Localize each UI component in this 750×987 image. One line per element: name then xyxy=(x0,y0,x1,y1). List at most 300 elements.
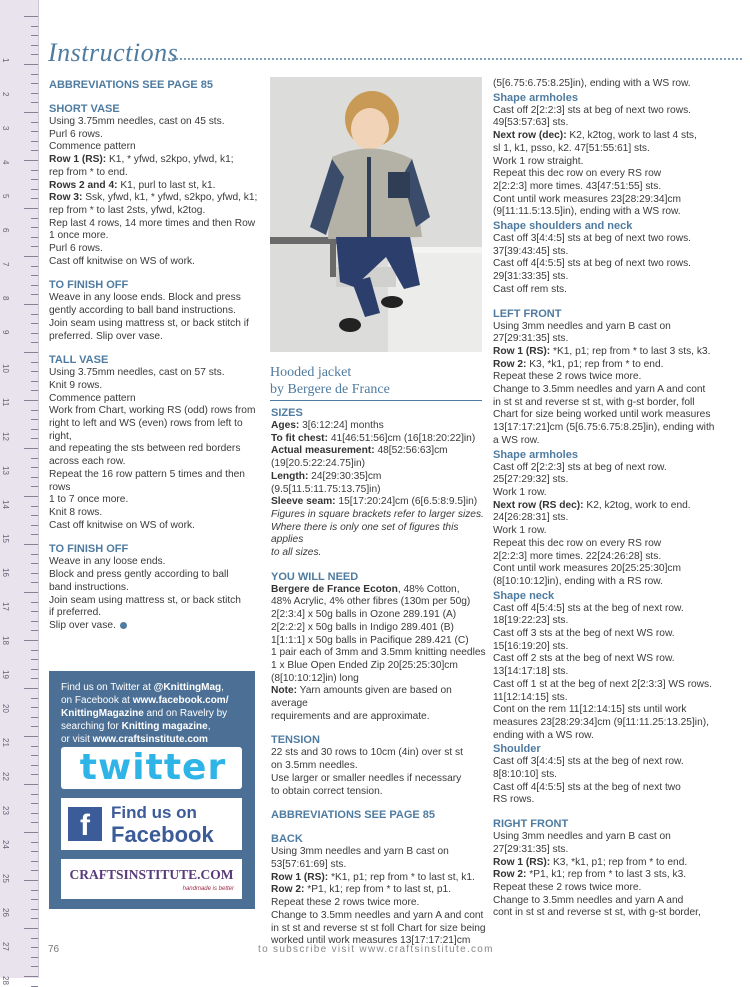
material-line: 48% Acrylic, 4% other fibres (130m per 50g) xyxy=(271,596,471,608)
ruler-tick xyxy=(31,515,38,516)
instruction-line: Row 2: *P1, k1; rep from * to last st, p1. xyxy=(271,884,452,896)
instruction-line-label: Row 2: xyxy=(271,884,305,896)
instruction-line: (5[6.75:6.75:8.25]in), ending with a WS row. xyxy=(493,78,691,89)
ruler-tick xyxy=(31,218,38,219)
sizes-list xyxy=(271,420,486,509)
subsection-heading: Shape neck xyxy=(493,589,555,602)
size-note-line: to all sizes. xyxy=(271,547,322,559)
instruction-line: Cast off knitwise on WS of work. xyxy=(49,255,195,267)
ruler-tick xyxy=(24,448,38,449)
instruction-line: 25[27:29:32] sts. xyxy=(493,474,569,486)
ruler-tick xyxy=(31,35,38,36)
website-link[interactable]: www.craftsinstitute.com xyxy=(92,734,208,745)
facebook-icon: f xyxy=(68,807,102,841)
ruler-tick xyxy=(31,419,38,420)
material-line: 2[2:2:2] x 50g balls in Indigo 289.401 (B) xyxy=(271,621,454,633)
instruction-line: Cast off 3[4:4:5] sts at the beg of next row. xyxy=(493,756,684,768)
ruler-tick xyxy=(31,333,38,334)
instruction-line: preferred. Slip over vase. xyxy=(49,330,163,342)
ruler-tick xyxy=(31,179,38,180)
instruction-line: in st st and reverse st st, with g-st border, foll xyxy=(493,396,695,408)
sizes-heading: SIZES xyxy=(271,407,303,419)
instruction-line: Using 3mm needles and yarn B cast on xyxy=(493,320,671,332)
instruction-line: Cast off rem sts. xyxy=(493,283,567,295)
instruction-line: rep from * to end. xyxy=(49,166,128,178)
ruler-number: 25 xyxy=(1,874,10,883)
ravelry-search-term: Knitting magazine xyxy=(121,721,208,732)
ruler-tick xyxy=(24,784,38,785)
ruler-tick xyxy=(24,160,38,161)
subsection-heading: Shape armholes xyxy=(493,91,578,104)
ruler-tick xyxy=(31,323,38,324)
instruction-line: across each row. xyxy=(49,456,126,468)
material-line-label: Note: xyxy=(271,685,298,697)
tension-line: 22 sts and 30 rows to 10cm (4in) over st st xyxy=(271,747,463,759)
instruction-line: sl 1, k1, psso, k2. 47[51:55:61] sts. xyxy=(493,142,650,154)
ruler-number: 20 xyxy=(1,704,10,713)
instruction-line: Knit 8 rows. xyxy=(49,506,103,518)
ruler-tick xyxy=(24,592,38,593)
page-number: 76 xyxy=(48,944,60,955)
instruction-line: right to left and WS (even) rows from left to right, xyxy=(49,418,243,442)
instruction-line: Cast off 4[4:5:5] sts at the beg of next two xyxy=(493,781,681,793)
ruler-tick xyxy=(31,266,38,267)
ruler-tick xyxy=(31,899,38,900)
ruler-tick xyxy=(31,429,38,430)
ruler-tick xyxy=(31,813,38,814)
material-line: (8[10:10:12]in) long xyxy=(271,672,359,684)
ruler-number: 3 xyxy=(1,126,10,131)
instruction-line: Next row (RS dec): K2, k2tog, work to end. xyxy=(493,499,691,511)
size-line: (19[20.5:22:24.75]in) xyxy=(271,458,366,470)
instruction-line: 29[31:33:35] sts. xyxy=(493,271,569,283)
instruction-line: Row 3: Ssk, yfwd, k1, * yfwd, s2kpo, yfwd, k1; xyxy=(49,192,258,204)
instruction-line: Repeat these 2 rows twice more. xyxy=(493,371,642,383)
ruler-tick xyxy=(31,458,38,459)
material-line: 1 pair each of 3mm and 3.5mm knitting needles xyxy=(271,647,486,659)
instruction-line: 8[8:10:10] sts. xyxy=(493,769,557,781)
child-in-jacket-photo xyxy=(270,77,482,352)
instruction-line: Using 3.75mm needles, cast on 57 sts. xyxy=(49,367,225,379)
finish-off-instructions xyxy=(49,292,264,343)
finish-off-heading: TO FINISH OFF xyxy=(49,279,129,292)
back-heading: BACK xyxy=(271,833,303,846)
subsection-heading: Shoulder xyxy=(493,743,541,756)
ruler-tick xyxy=(31,74,38,75)
ruler-tick xyxy=(31,506,38,507)
ruler-tick xyxy=(31,890,38,891)
material-line: 1[1:1:1] x 50g balls in Pacifique 289.421 (C) xyxy=(271,634,469,646)
instruction-label: Row 1 (RS): xyxy=(493,856,551,868)
instruction-line: Block and press gently according to ball xyxy=(49,569,229,581)
instruction-label: Row 2: xyxy=(493,869,527,881)
ruler-tick xyxy=(31,966,38,967)
ruler-tick xyxy=(31,554,38,555)
tension-line: to obtain correct tension. xyxy=(271,785,383,797)
ruler-tick xyxy=(31,717,38,718)
instruction-line: gently according to ball band instructions. xyxy=(49,305,236,317)
abbreviations-heading: ABBREVIATIONS SEE PAGE 85 xyxy=(49,79,214,91)
instruction-line: 1 to 7 once more. xyxy=(49,494,129,506)
ruler-tick xyxy=(24,16,38,17)
right-column-instructions xyxy=(493,78,718,920)
sizes-note xyxy=(271,509,486,560)
ruler-number: 15 xyxy=(1,534,10,543)
ruler-tick xyxy=(31,659,38,660)
instruction-line: Cast off 4[4:5:5] sts at beg of next two rows. xyxy=(493,258,692,270)
short-vase-instructions xyxy=(49,116,264,268)
ruler-number: 16 xyxy=(1,568,10,577)
subsection-heading: Shape armholes xyxy=(493,448,578,461)
tension-heading: TENSION xyxy=(271,734,320,747)
twitter-handle[interactable]: @KnittingMag xyxy=(153,682,222,693)
ruler-tick xyxy=(31,131,38,132)
size-note-line: Figures in square brackets refer to larger sizes. xyxy=(271,508,484,520)
instruction-line: Cast off 2[2:2:3] sts at beg of next two rows. xyxy=(493,104,692,116)
instruction-line: Cast off 1 st at the beg of next 2[2:3:3] WS rows. xyxy=(493,678,712,690)
ruler-number: 12 xyxy=(1,432,10,441)
ruler-tick xyxy=(31,746,38,747)
instruction-line: rep from * to last 2sts, yfwd, k2tog. xyxy=(49,204,206,216)
pattern-photo xyxy=(270,77,482,352)
ruler-tick xyxy=(31,390,38,391)
short-vase-heading: SHORT VASE xyxy=(49,103,120,115)
ruler-tick xyxy=(31,669,38,670)
instruction-line: Join seam using mattress st, or back stitch xyxy=(49,594,241,606)
ruler-tick xyxy=(31,563,38,564)
ruler-tick xyxy=(31,611,38,612)
instruction-line: Row 1 (RS): *K1, p1; rep from * to last 3 sts, k3. xyxy=(493,345,711,357)
ruler-tick xyxy=(31,314,38,315)
instruction-line: 18[19:22:23] sts. xyxy=(493,615,569,627)
instruction-line: 27[29:31:35] sts. xyxy=(493,843,569,855)
ruler-tick xyxy=(31,170,38,171)
ruler-tick xyxy=(31,842,38,843)
ruler-tick xyxy=(31,371,38,372)
instruction-line: Using 3.75mm needles, cast on 45 sts. xyxy=(49,116,225,127)
ruler-tick xyxy=(31,525,38,526)
instruction-line: Cont on the rem 11[12:14:15] sts until work xyxy=(493,704,687,716)
ruler-tick xyxy=(31,294,38,295)
instruction-line: Row 1 (RS): K1, * yfwd, s2kpo, yfwd, k1; xyxy=(49,154,234,166)
instruction-line: Commence pattern xyxy=(49,141,136,153)
instruction-line: Work 1 row. xyxy=(493,525,547,537)
ruler-tick xyxy=(24,400,38,401)
ruler-tick xyxy=(24,880,38,881)
ruler-tick xyxy=(24,304,38,305)
tension-instructions xyxy=(271,747,486,798)
ruler-tick xyxy=(31,602,38,603)
instruction-line: Purl 6 rows. xyxy=(49,128,103,140)
tall-vase-instructions xyxy=(49,367,264,532)
instruction-line: Cast off 2[2:2:3] sts at beg of next row. xyxy=(493,461,667,473)
size-line: To fit chest: 41[46:51:56]cm (16[18:20:22]in) xyxy=(271,432,476,444)
ruler-tick xyxy=(24,112,38,113)
instruction-line: RS rows. xyxy=(493,794,535,806)
size-note-line: Where there is only one set of figures this applies xyxy=(271,521,459,546)
instruction-line: Cast off 4[5:4:5] sts at the beg of next row. xyxy=(493,602,684,614)
instruction-line: Repeat these 2 rows twice more. xyxy=(493,881,642,893)
size-line-label: Ages: xyxy=(271,420,300,431)
tension-line: Use larger or smaller needles if necessary xyxy=(271,772,462,784)
instruction-line: Work from Chart, working RS (odd) rows from xyxy=(49,405,256,417)
middle-column xyxy=(271,406,486,948)
craftsinstitute-logo[interactable] xyxy=(61,859,242,899)
pattern-title xyxy=(270,364,482,401)
size-line-label: Sleeve seam: xyxy=(271,496,336,508)
instruction-line: measures 23[28:29:34]cm (9[11:11.25:13.25]in), xyxy=(493,716,709,728)
back-instructions xyxy=(271,846,486,948)
ruler-tick xyxy=(24,976,38,977)
ruler-number: 11 xyxy=(1,398,10,407)
ruler-tick xyxy=(31,410,38,411)
instruction-line: 2[2:2:3] more times. 22[24:26:28] sts. xyxy=(493,550,662,562)
size-line: Length: 24[29:30:35]cm (9.5[11.5:11.75:13.75]in) xyxy=(271,470,382,495)
material-line: Bergere de France Ecoton, 48% Cotton, xyxy=(271,583,460,595)
page-title: Instructions xyxy=(48,38,179,67)
instruction-line: Cont until work measures 20[25:25:30]cm xyxy=(493,563,681,575)
instruction-line: Change to 3.5mm needles and yarn A and cont xyxy=(271,909,484,921)
size-line-label: Actual measurement: xyxy=(271,445,375,457)
facebook-banner[interactable] xyxy=(61,798,242,850)
ruler-number: 27 xyxy=(1,942,10,951)
material-line: requirements and are approximate. xyxy=(271,710,430,722)
instruction-line: Commence pattern xyxy=(49,392,136,404)
instruction-line: band instructions. xyxy=(49,581,129,593)
ruler-tick xyxy=(31,861,38,862)
ruler-tick xyxy=(31,275,38,276)
instruction-line: Weave in any loose ends. Block and press xyxy=(49,292,241,304)
ruler-number: 8 xyxy=(1,296,10,301)
ruler-tick xyxy=(31,45,38,46)
ruler-strip xyxy=(0,0,39,985)
section-heading: LEFT FRONT xyxy=(493,307,562,320)
ruler-tick xyxy=(31,285,38,286)
ruler-number: 18 xyxy=(1,636,10,645)
ruler-tick xyxy=(31,957,38,958)
ruler-number: 26 xyxy=(1,908,10,917)
instruction-line: 49[53:57:63] sts. xyxy=(493,117,569,129)
instruction-line: Using 3mm needles and yarn B cast on xyxy=(271,846,449,858)
instruction-label: Row 2: xyxy=(493,358,527,370)
ruler-tick xyxy=(31,381,38,382)
subsection-heading: Shape shoulders and neck xyxy=(493,220,633,233)
material-line: Note: Yarn amounts given are based on average xyxy=(271,685,452,710)
ruler-number: 23 xyxy=(1,806,10,815)
instruction-line: Slip over vase. xyxy=(49,620,264,633)
instruction-line: 13[14:17:18] sts. xyxy=(493,666,569,678)
instruction-line: if preferred. xyxy=(49,607,102,619)
left-column xyxy=(49,78,264,633)
instruction-line: (8[10:10:12]in), ending with a RS row. xyxy=(493,575,663,587)
ruler-tick xyxy=(31,851,38,852)
instruction-line: Cast off 2 sts at the beg of next WS row. xyxy=(493,653,675,665)
instruction-line: Repeat these 2 rows twice more. xyxy=(271,897,420,909)
ruler-tick xyxy=(31,342,38,343)
ruler-tick xyxy=(31,438,38,439)
ruler-tick xyxy=(31,227,38,228)
section-heading: RIGHT FRONT xyxy=(493,818,569,831)
ruler-tick xyxy=(24,544,38,545)
ruler-tick xyxy=(31,947,38,948)
tension-line: on 3.5mm needles. xyxy=(271,760,358,772)
subscribe-link[interactable]: www.craftsinstitute.com xyxy=(359,944,494,955)
facebook-link-2[interactable]: KnittingMagazine xyxy=(61,708,144,719)
instruction-line-label: Row 1 (RS): xyxy=(271,871,329,883)
instruction-line: Chart for size being worked until work measures xyxy=(493,409,711,421)
ruler-number: 13 xyxy=(1,466,10,475)
instruction-line: 53[57:61:69] sts. xyxy=(271,858,347,870)
size-line: Ages: 3[6:12:24] months xyxy=(271,420,384,431)
pattern-designer: by Bergere de France xyxy=(270,382,390,397)
ruler-tick xyxy=(31,650,38,651)
ruler-tick xyxy=(31,765,38,766)
ruler-tick xyxy=(31,726,38,727)
ruler-tick xyxy=(31,246,38,247)
ruler-number: 4 xyxy=(1,160,10,165)
abbreviations-heading-2: ABBREVIATIONS SEE PAGE 85 xyxy=(271,809,436,822)
ruler-number: 21 xyxy=(1,738,10,747)
ruler-tick xyxy=(31,582,38,583)
ruler-tick xyxy=(31,486,38,487)
size-line-label: To fit chest: xyxy=(271,432,328,444)
facebook-line1: Find us on xyxy=(111,803,197,822)
social-text: Find us on Twitter at @KnittingMag, on Facebook at www.facebook.com/ KnittingMagazine and on Ravelry by searching for Knitting magazine, or visit www.craftsinstitute.com xyxy=(61,682,229,745)
ruler-tick xyxy=(24,64,38,65)
ruler-tick xyxy=(24,640,38,641)
social-promo-box xyxy=(49,671,255,909)
ruler-tick xyxy=(31,573,38,574)
ruler-tick xyxy=(31,141,38,142)
instruction-line: Change to 3.5mm needles and yarn A and cont xyxy=(493,384,706,396)
ruler-number: 19 xyxy=(1,670,10,679)
instruction-line: Repeat this dec row on every RS row xyxy=(493,168,662,180)
instruction-line: Join seam using mattress st, or back stitch if xyxy=(49,317,249,329)
ruler-number: 24 xyxy=(1,840,10,849)
instruction-line: cont in st st and reverse st st, with g-st border, xyxy=(493,907,701,919)
instruction-line: Cast off knitwise on WS of work. xyxy=(49,519,195,531)
ruler-number: 14 xyxy=(1,500,10,509)
ruler-number: 7 xyxy=(1,262,10,267)
instruction-line: 11[12:14:15] sts. xyxy=(493,691,568,703)
instruction-line-label: Rows 2 and 4: xyxy=(49,179,118,191)
ruler-tick xyxy=(24,208,38,209)
ruler-tick xyxy=(31,918,38,919)
instruction-line: Purl 6 rows. xyxy=(49,243,103,255)
instruction-label: Next row (dec): xyxy=(493,130,567,142)
instruction-line: 2[2:2:3] more times. 43[47:51:55] sts. xyxy=(493,180,662,192)
instruction-line: ending with a WS row. xyxy=(493,729,594,741)
ruler-tick xyxy=(31,621,38,622)
material-line: 1 x Blue Open Ended Zip 20[25:25:30]cm xyxy=(271,659,458,671)
ruler-tick xyxy=(31,93,38,94)
ruler-tick xyxy=(31,198,38,199)
ruler-number: 10 xyxy=(1,364,10,373)
instruction-line: 24[26:28:31] sts. xyxy=(493,512,569,524)
ruler-tick xyxy=(24,928,38,929)
instruction-line: Rep last 4 rows, 14 more times and then Row xyxy=(49,217,256,229)
ruler-tick xyxy=(31,938,38,939)
ruler-tick xyxy=(31,630,38,631)
instruction-line: Row 2: K3, *k1, p1; rep from * to end. xyxy=(493,358,664,370)
ruler-tick xyxy=(31,698,38,699)
ruler-tick xyxy=(31,362,38,363)
instruction-line: Next row (dec): K2, k2tog, work to last 4 sts, xyxy=(493,130,697,142)
ruler-tick xyxy=(24,832,38,833)
instruction-line: Row 1 (RS): *K1, p1; rep from * to last st, k1. xyxy=(271,871,475,883)
material-line-label: Bergere de France Ecoton xyxy=(271,583,398,595)
you-will-need-heading: YOU WILL NEED xyxy=(271,570,359,583)
instruction-label: Next row (RS dec): xyxy=(493,499,584,511)
ruler-number: 17 xyxy=(1,602,10,611)
size-line-label: Length: xyxy=(271,470,309,482)
ruler-tick xyxy=(31,909,38,910)
instruction-line-label: Row 1 (RS): xyxy=(49,154,107,166)
ruler-tick xyxy=(31,755,38,756)
ruler-tick xyxy=(24,496,38,497)
ruler-number: 1 xyxy=(1,58,10,63)
instruction-line: and repeating the sts between red borders xyxy=(49,443,241,455)
ruler-tick xyxy=(31,678,38,679)
instruction-line: Rows 2 and 4: K1, purl to last st, k1. xyxy=(49,179,216,191)
ruler-number: 28 xyxy=(1,976,10,985)
ruler-tick xyxy=(31,534,38,535)
ruler-number: 2 xyxy=(1,92,10,97)
instruction-line: Work 1 row. xyxy=(493,486,547,498)
ruler-tick xyxy=(31,150,38,151)
ruler-tick xyxy=(31,26,38,27)
instruction-line: 37[39:43:45] sts. xyxy=(493,245,569,257)
ruler-number: 9 xyxy=(1,330,10,335)
instruction-line: Change to 3.5mm needles and yarn A and xyxy=(493,894,684,906)
instruction-line: Row 2: *P1, k1; rep from * to last 3 sts, k3. xyxy=(493,869,687,881)
ruler-tick xyxy=(31,54,38,55)
ruler-number: 22 xyxy=(1,772,10,781)
ruler-tick xyxy=(31,122,38,123)
subscribe-footer: to subscribe visit www.craftsinstitute.com xyxy=(258,944,494,955)
section-gap xyxy=(493,807,718,817)
instruction-line: 27[29:31:35] sts. xyxy=(493,333,569,345)
ruler-tick xyxy=(24,256,38,257)
craftsinstitute-tagline: handmade is better xyxy=(182,886,234,892)
instruction-line: worked until work measures 13[17:17:21]cm xyxy=(271,935,471,947)
ruler-tick xyxy=(24,688,38,689)
ruler-tick xyxy=(31,774,38,775)
title-divider xyxy=(168,58,742,60)
instruction-label: Row 1 (RS): xyxy=(493,345,551,357)
instruction-line: Cast off 3 sts at the beg of next WS row. xyxy=(493,628,675,640)
facebook-link[interactable]: www.facebook.com/ xyxy=(132,695,229,706)
craftsinstitute-wordmark: CRAFTSINSTITUTE.COM xyxy=(69,867,234,882)
ruler-tick xyxy=(31,803,38,804)
size-line: Actual measurement: 48[52:56:63]cm xyxy=(271,445,448,457)
ruler-tick xyxy=(31,822,38,823)
instruction-line: Knit 9 rows. xyxy=(49,379,103,391)
instruction-line: a WS row. xyxy=(493,434,540,446)
instruction-line: 15[16:19:20] sts. xyxy=(493,640,569,652)
finish-off-heading-2: TO FINISH OFF xyxy=(49,543,129,556)
ruler-number: 6 xyxy=(1,228,10,233)
instruction-line: Weave in any loose ends. xyxy=(49,556,166,568)
materials-list xyxy=(271,584,486,724)
instruction-line: Using 3mm needles and yarn B cast on xyxy=(493,831,671,843)
ruler-number: 5 xyxy=(1,194,10,199)
twitter-logo[interactable] xyxy=(61,747,242,789)
ruler-tick xyxy=(31,189,38,190)
pattern-name: Hooded jacket xyxy=(270,365,352,380)
instruction-line: Cont until work measures 23[28:29:34]cm xyxy=(493,193,681,205)
instruction-line: Cast off 3[4:4:5] sts at beg of next two rows. xyxy=(493,233,692,245)
